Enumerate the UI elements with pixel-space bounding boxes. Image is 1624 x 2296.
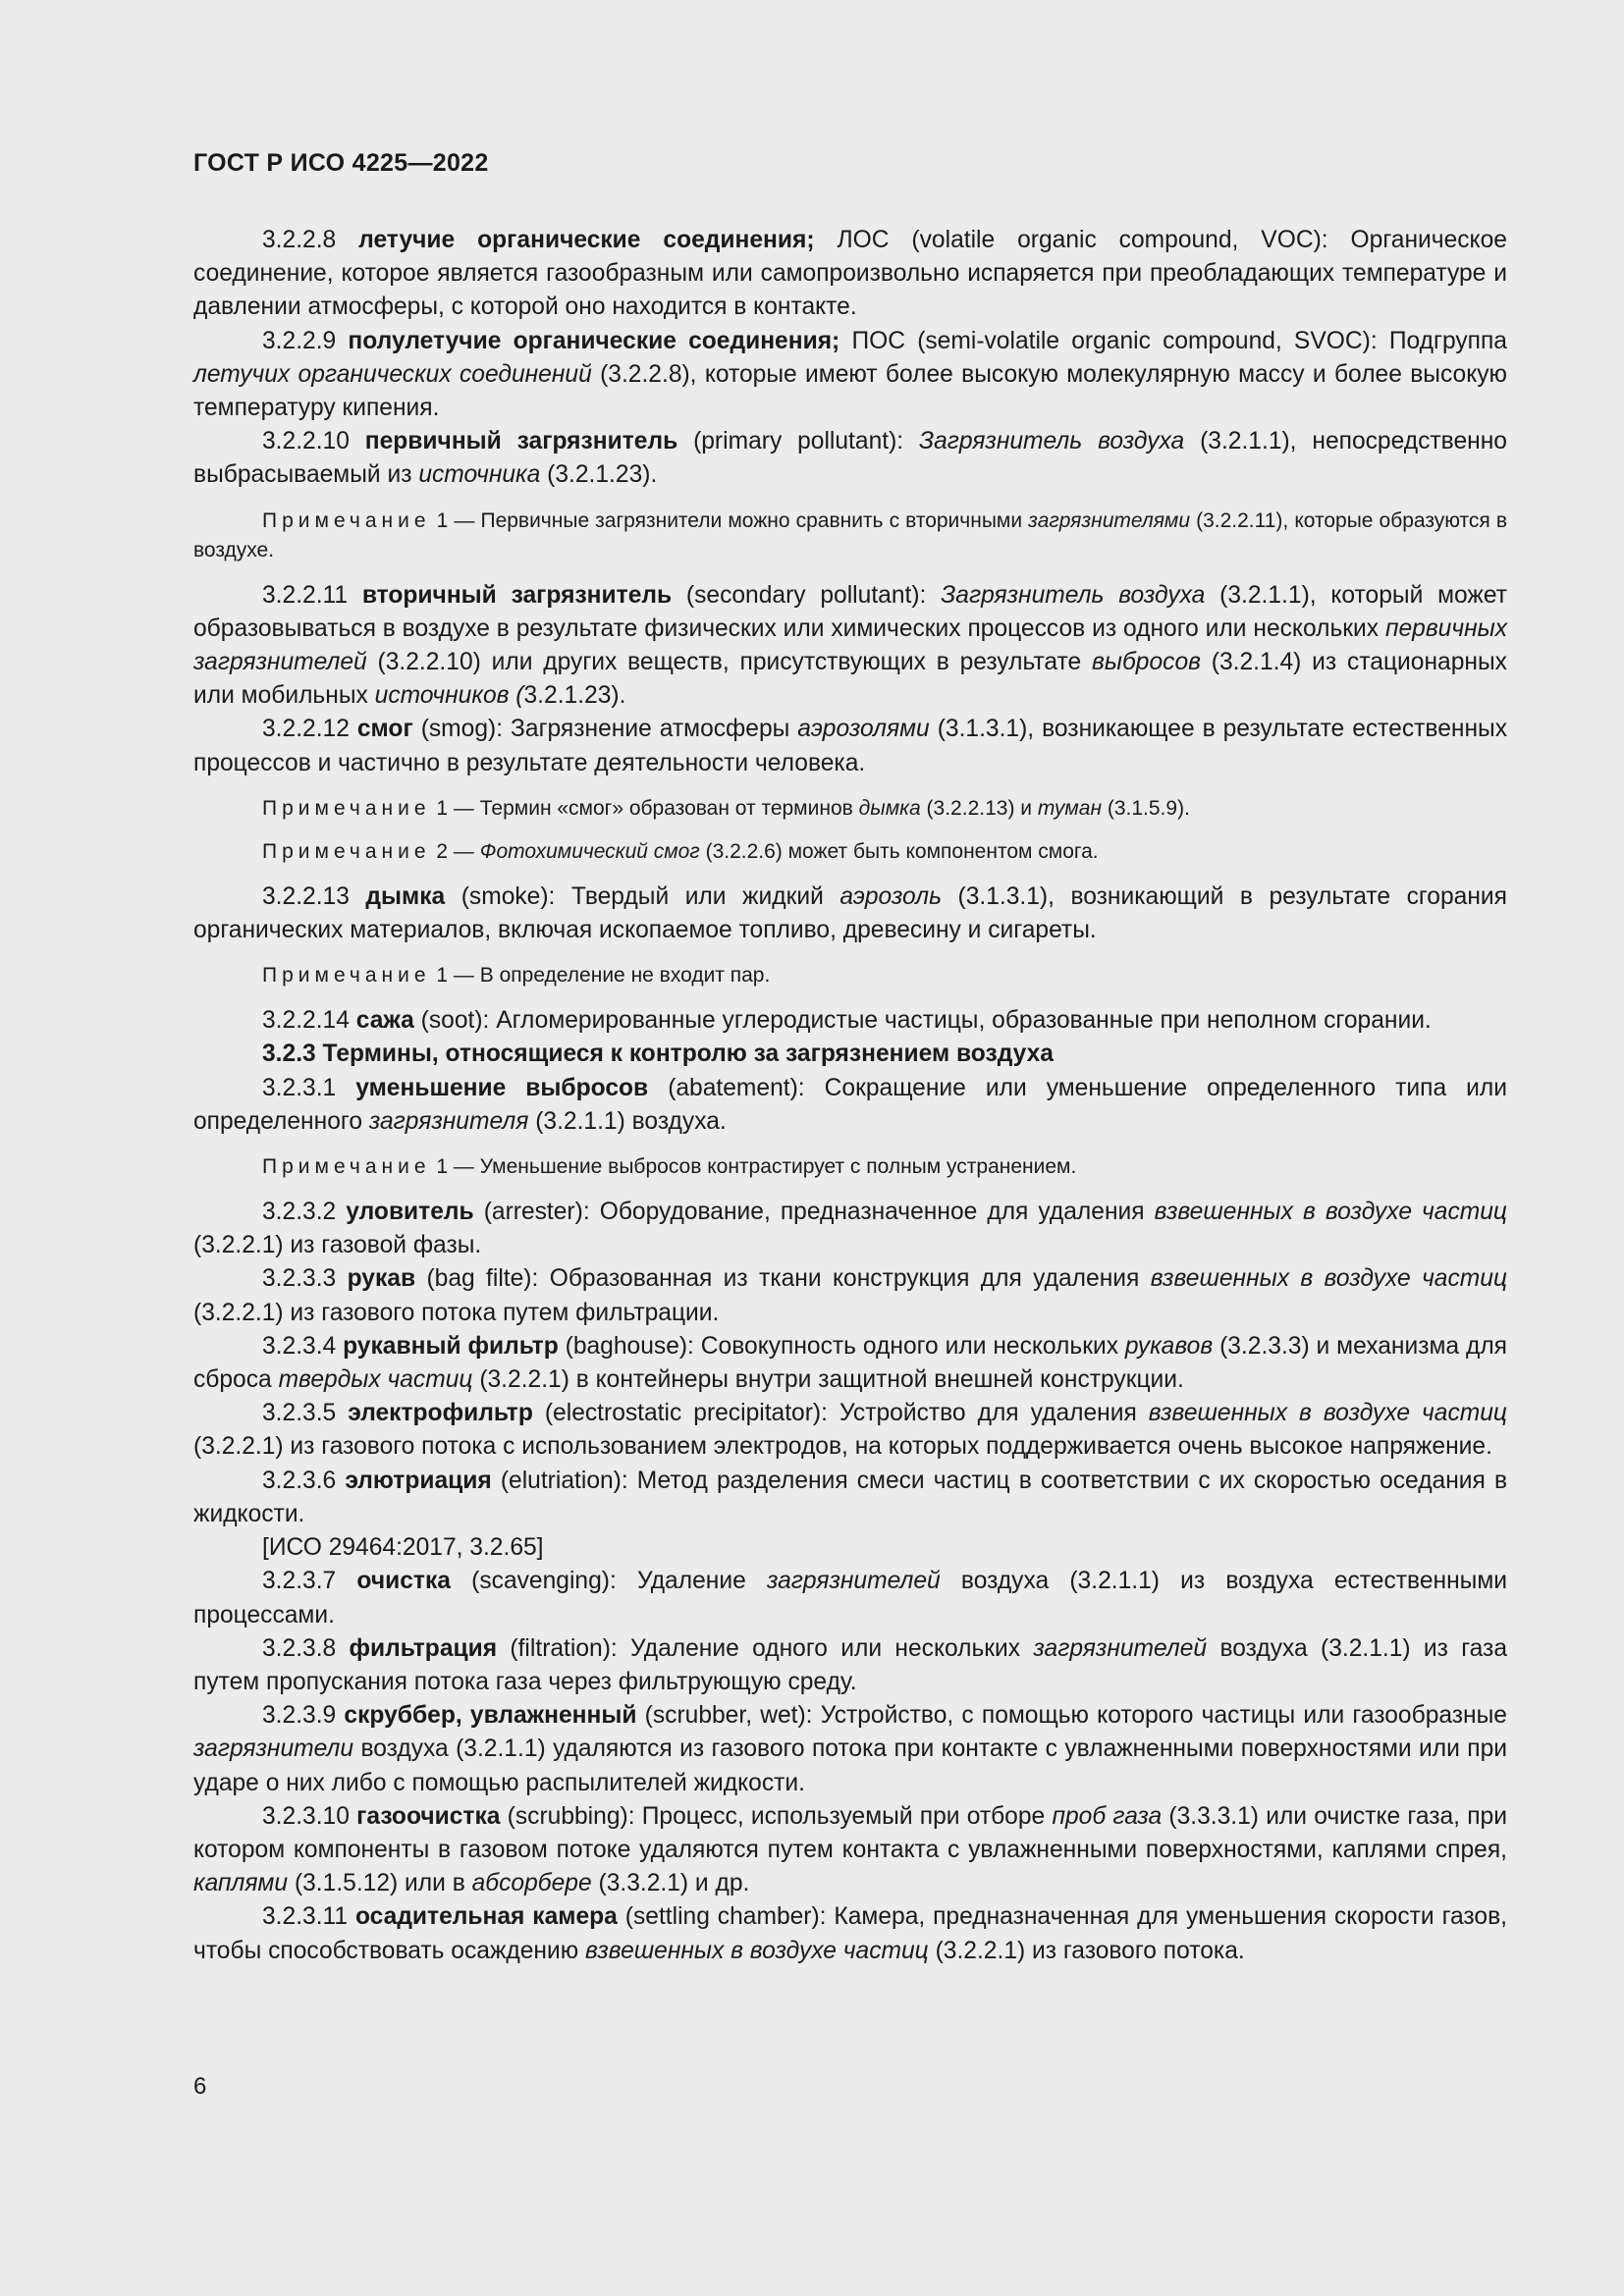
term-3236-source: [ИСО 29464:2017, 3.2.65]	[262, 1534, 544, 1562]
term-3232: 3.2.3.2 уловитель (arrester): Оборудование, предназначенное для удаления взвешенных в воздухе частиц (3.2.2.1) из газовой фазы.	[193, 1199, 1507, 1259]
term-3237: 3.2.3.7 очистка (scavenging): Удаление загрязнителей воздуха (3.2.1.1) из воздуха естественными процессами.	[193, 1568, 1507, 1629]
term-32214: 3.2.2.14 сажа (soot): Агломерированные углеродистые частицы, образованные при неполном сгорании.	[262, 1007, 1432, 1035]
term-3228: 3.2.2.8 летучие органические соединения; ЛОС (volatile organic compound, VOC): Органическое соединение, которое является газообразным или самопроизвольно испаряется при преобладающих температуре и давлении атмосферы, с которой оно находится в контакте.	[193, 227, 1507, 321]
term-3239: 3.2.3.9 скруббер, увлажненный (scrubber, wet): Устройство, с помощью которого частицы или газообразные загрязнители воздуха (3.2.1.1) удаляются из газового потока при контакте с увлажненными поверхностями или при ударе о них либо с помощью распылителей жидкости.	[193, 1702, 1507, 1796]
note-32213-1: Примечание 1 — В определение не входит пар.	[262, 964, 771, 988]
term-3233: 3.2.3.3 рукав (bag filte): Образованная из ткани конструкция для удаления взвешенных в воздухе частиц (3.2.2.1) из газового потока путем фильтрации.	[193, 1265, 1508, 1326]
term-32311: 3.2.3.11 осадительная камера (settling chamber): Камера, предназначенная для уменьшения скорости газов, чтобы способствовать осаждению взвешенных в воздухе частиц (3.2.2.1) из газового потока.	[193, 1903, 1507, 1964]
term-32310: 3.2.3.10 газоочистка (scrubbing): Процесс, используемый при отборе проб газа (3.3.3.1) или очистке газа, при котором компоненты в газовом потоке удаляются путем контакта с увлажненными поверхностями, каплями спрея, каплями (3.1.5.12) или в абсорбере (3.3.2.1) и др.	[193, 1802, 1507, 1897]
term-32210: 3.2.2.10 первичный загрязнитель (primary pollutant): Загрязнитель воздуха (3.2.1.1), непосредственно выбрасываемый из источника (3.2.1.23).	[193, 428, 1507, 489]
term-32211: 3.2.2.11 вторичный загрязнитель (secondary pollutant): Загрязнитель воздуха (3.2.1.1), который может образовываться в воздухе в результате физических или химических процессов из одного или нескольких первичных загрязнителей (3.2.2.10) или других веществ, присутствующих в результате выбросов (3.2.1.4) из стационарных или мобильных источников (3.2.1.23).	[193, 581, 1507, 710]
term-3235: 3.2.3.5 электрофильтр (electrostatic precipitator): Устройство для удаления взвешенных в воздухе частиц (3.2.2.1) из газового потока с использованием электродов, на которых поддерживается очень высокое напряжение.	[193, 1400, 1507, 1461]
document-header: ГОСТ Р ИСО 4225—2022	[193, 149, 489, 177]
term-3236: 3.2.3.6 элютриация (elutriation): Метод разделения смеси частиц в соответствии с их скоростью оседания в жидкости.	[193, 1467, 1508, 1527]
note-32212-1: Примечание 1 — Термин «смог» образован от терминов дымка (3.2.2.13) и туман (3.1.5.9).	[262, 796, 1190, 820]
term-3234: 3.2.3.4 рукавный фильтр (baghouse): Совокупность одного или нескольких рукавов (3.2.3.3) и механизма для сброса твердых частиц (3.2.2.1) в контейнеры внутри защитной внешней конструкции.	[193, 1332, 1507, 1394]
note-3231-1: Примечание 1 — Уменьшение выбросов контрастирует с полным устранением.	[262, 1155, 1077, 1179]
term-3229: 3.2.2.9 полулетучие органические соединения; ПОС (semi-volatile organic compound, SVOC): Подгруппа летучих органических соединений (3.2.2.8), которые имеют более высокую молекулярную массу и более высокую температуру кипения.	[193, 327, 1508, 422]
section-heading-323: 3.2.3 Термины, относящиеся к контролю за загрязнением воздуха	[262, 1041, 1054, 1068]
term-3231: 3.2.3.1 уменьшение выбросов (abatement): Сокращение или уменьшение определенного типа или определенного загрязнителя (3.2.1.1) воздуха.	[193, 1074, 1507, 1135]
note-32212-2: Примечание 2 — Фотохимический смог (3.2.2.6) может быть компонентом смога.	[262, 839, 1099, 863]
term-3238: 3.2.3.8 фильтрация (filtration): Удаление одного или нескольких загрязнителей воздуха (3.2.1.1) из газа путем пропускания потока газа через фильтрующую среду.	[193, 1634, 1508, 1695]
document-body	[193, 224, 1507, 1968]
term-32213: 3.2.2.13 дымка (smoke): Твердый или жидкий аэрозоль (3.1.3.1), возникающий в результате сгорания органических материалов, включая ископаемое топливо, древесину и сигареты.	[193, 882, 1507, 944]
term-32212: 3.2.2.12 смог (smog): Загрязнение атмосферы аэрозолями (3.1.3.1), возникающее в результате естественных процессов и частично в результате деятельности человека.	[193, 716, 1508, 776]
page-number: 6	[193, 2073, 207, 2100]
note-32210-1: Примечание 1 — Первичные загрязнители можно сравнить с вторичными загрязнителями (3.2.2.11), которые образуются в воздухе.	[193, 508, 1508, 561]
